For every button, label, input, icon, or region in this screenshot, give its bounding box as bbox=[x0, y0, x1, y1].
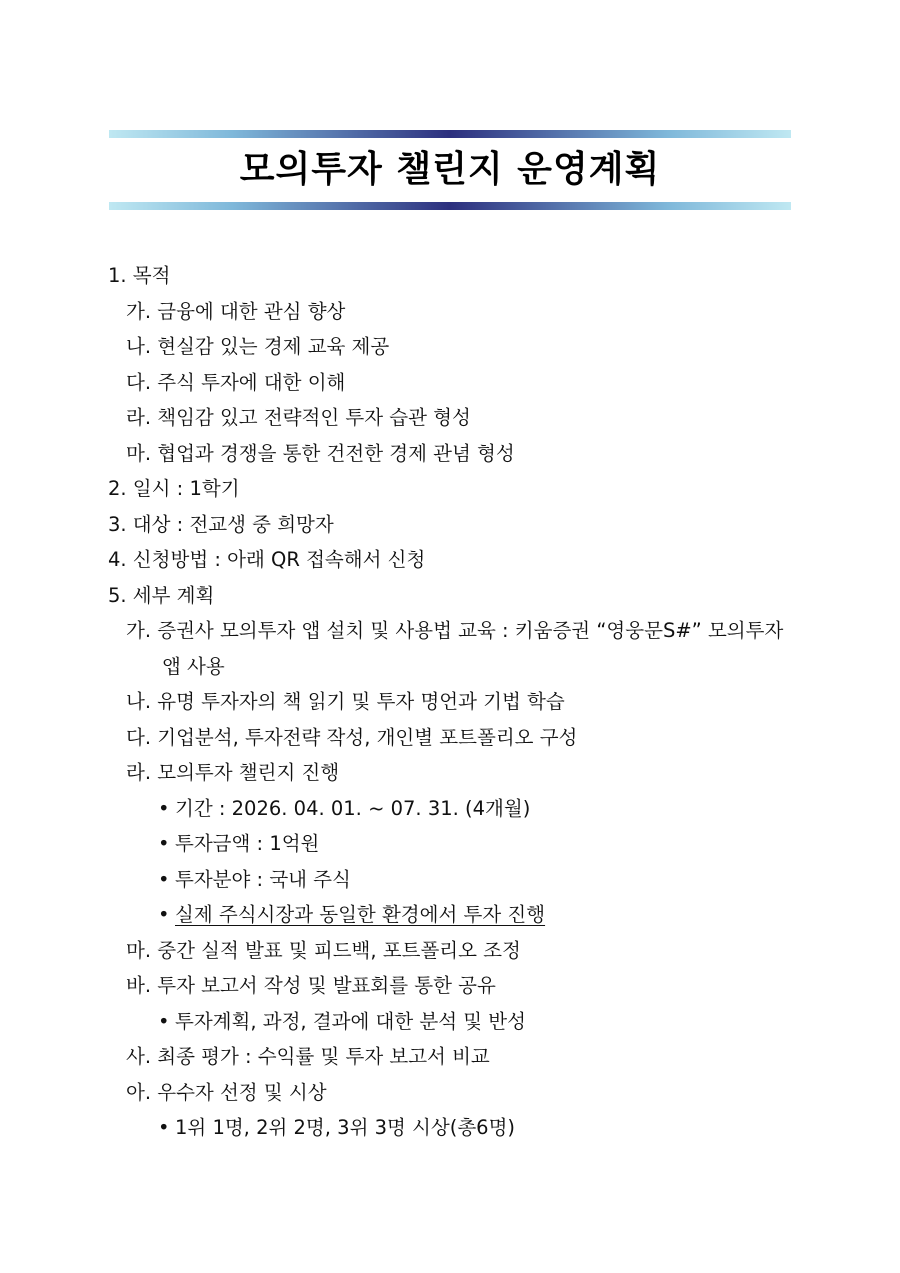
list-item: 바. 투자 보고서 작성 및 발표회를 통한 공유 bbox=[126, 974, 496, 997]
list-item: 라. 책임감 있고 전략적인 투자 습관 형성 bbox=[126, 406, 471, 429]
bullet-icon: • bbox=[158, 1116, 170, 1139]
bullet-text: 투자분야 : 국내 주식 bbox=[175, 867, 351, 891]
bullet-item bbox=[108, 826, 798, 862]
bullet-item bbox=[108, 791, 798, 827]
bullet-text: 1위 1명, 2위 2명, 3위 3명 시상(총6명) bbox=[175, 1116, 516, 1139]
list-item: 라. 모의투자 챌린지 진행 bbox=[126, 761, 340, 784]
bullet-text: 투자계획, 과정, 결과에 대한 분석 및 반성 bbox=[175, 1009, 526, 1033]
list-item: 사. 최종 평가 : 수익률 및 투자 보고서 비교 bbox=[126, 1045, 490, 1068]
bullet-icon: • bbox=[158, 867, 170, 891]
bullet-icon: • bbox=[158, 796, 170, 820]
bullet-item bbox=[108, 862, 798, 898]
section-heading: 2. 일시 : 1학기 bbox=[108, 477, 240, 500]
document-body bbox=[108, 258, 798, 1146]
bullet-item bbox=[108, 897, 798, 933]
list-item: 다. 기업분석, 투자전략 작성, 개인별 포트폴리오 구성 bbox=[126, 725, 578, 749]
list-item: 다. 주식 투자에 대한 이해 bbox=[126, 370, 346, 394]
title-bottom-rule bbox=[109, 202, 791, 210]
page-title: 모의투자 챌린지 운영계획 bbox=[239, 149, 661, 190]
bullet-icon: • bbox=[158, 1009, 170, 1033]
bullet-item bbox=[108, 1004, 798, 1040]
bullet-text: 투자금액 : 1억원 bbox=[175, 832, 320, 855]
section-heading: 3. 대상 : 전교생 중 희망자 bbox=[108, 512, 334, 536]
section-heading: 5. 세부 계획 bbox=[108, 583, 215, 607]
list-item: 마. 협업과 경쟁을 통한 건전한 경제 관념 형성 bbox=[126, 441, 515, 465]
bullet-text-underlined: 실제 주식시장과 동일한 환경에서 투자 진행 bbox=[175, 903, 546, 926]
list-item: 나. 유명 투자자의 책 읽기 및 투자 명언과 기법 학습 bbox=[126, 690, 565, 713]
section-heading: 4. 신청방법 : 아래 QR 접속해서 신청 bbox=[108, 548, 426, 571]
bullet-icon: • bbox=[158, 903, 170, 926]
bullet-text: 기간 : 2026. 04. 01. ~ 07. 31. (4개월) bbox=[175, 796, 531, 820]
list-item: 가. 금융에 대한 관심 향상 bbox=[126, 299, 346, 323]
list-item: 나. 현실감 있는 경제 교육 제공 bbox=[126, 335, 390, 358]
list-item-continuation: 앱 사용 bbox=[162, 654, 225, 678]
section-heading: 1. 목적 bbox=[108, 264, 171, 287]
title-top-rule bbox=[109, 130, 791, 138]
title-block bbox=[109, 130, 791, 210]
bullet-item bbox=[108, 1110, 798, 1146]
list-item: 마. 중간 실적 발표 및 피드백, 포트폴리오 조정 bbox=[126, 938, 521, 962]
list-item: 가. 증권사 모의투자 앱 설치 및 사용법 교육 : 키움증권 “영웅문S#” 모의투자 bbox=[126, 619, 784, 642]
bullet-icon: • bbox=[158, 832, 170, 855]
list-item: 아. 우수자 선정 및 시상 bbox=[126, 1080, 327, 1104]
